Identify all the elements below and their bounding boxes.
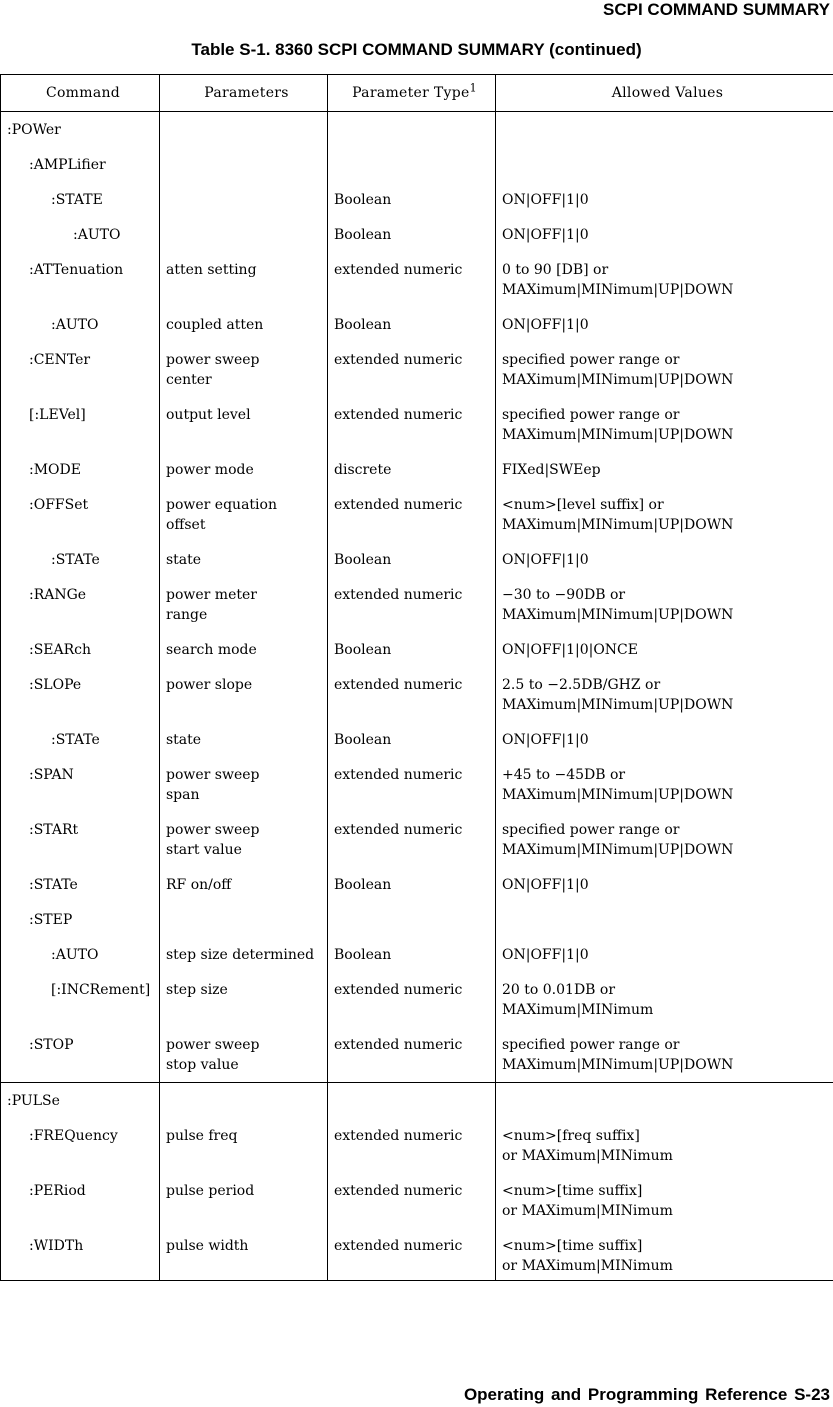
parameter-type-cell (328, 1083, 496, 1119)
table-row (1, 307, 833, 342)
parameter-type-cell: Boolean (328, 217, 496, 252)
scpi-command-table (0, 74, 833, 1281)
command-cell: :SLOPe (1, 667, 160, 722)
parameters-cell: pulse width (160, 1228, 328, 1281)
command-cell: :AUTO (1, 217, 160, 252)
parameter-type-cell: Boolean (328, 542, 496, 577)
allowed-values-cell: +45 to −45DB or MAXimum|MINimum|UP|DOWN (496, 757, 833, 812)
command-cell: [:INCRement] (1, 972, 160, 1027)
parameter-type-cell: extended numeric (328, 1228, 496, 1281)
table-row (1, 112, 833, 148)
footer-section-title: Operating and Programming Reference (463, 1385, 788, 1404)
command-cell: :POWer (1, 112, 160, 148)
table-row (1, 342, 833, 397)
command-cell: :STARt (1, 812, 160, 867)
allowed-values-cell: 20 to 0.01DB or MAXimum|MINimum (496, 972, 833, 1027)
footnote-marker: 1 (469, 81, 477, 95)
parameter-type-cell (328, 112, 496, 148)
table-caption: Table S-1. 8360 SCPI COMMAND SUMMARY (continued) (191, 40, 642, 59)
table-body (1, 112, 833, 1281)
table-row (1, 1118, 833, 1173)
parameter-type-cell (328, 902, 496, 937)
parameter-type-cell: extended numeric (328, 487, 496, 542)
header-parameters: Parameters (160, 75, 328, 112)
table-row (1, 902, 833, 937)
parameter-type-cell: Boolean (328, 867, 496, 902)
header-command: Command (1, 75, 160, 112)
page-number: S-23 (794, 1385, 830, 1404)
allowed-values-cell (496, 902, 833, 937)
table-row (1, 252, 833, 307)
allowed-values-cell: 0 to 90 [DB] or MAXimum|MINimum|UP|DOWN (496, 252, 833, 307)
parameter-type-cell: extended numeric (328, 812, 496, 867)
table-row (1, 972, 833, 1027)
parameters-cell: power sweep start value (160, 812, 328, 867)
allowed-values-cell: ON|OFF|1|0 (496, 867, 833, 902)
table-row (1, 867, 833, 902)
parameter-type-cell: extended numeric (328, 972, 496, 1027)
command-cell: :STATE (1, 182, 160, 217)
parameters-cell (160, 902, 328, 937)
allowed-values-cell: specified power range or MAXimum|MINimum|UP|DOWN (496, 812, 833, 867)
parameter-type-cell: Boolean (328, 632, 496, 667)
parameter-type-cell: discrete (328, 452, 496, 487)
command-cell: :FREQuency (1, 1118, 160, 1173)
command-cell: :MODE (1, 452, 160, 487)
command-cell: :SPAN (1, 757, 160, 812)
table-row (1, 487, 833, 542)
table-row (1, 217, 833, 252)
command-cell: :SEARch (1, 632, 160, 667)
parameters-cell (160, 182, 328, 217)
allowed-values-cell: <num>[freq suffix] or MAXimum|MINimum (496, 1118, 833, 1173)
parameters-cell: coupled atten (160, 307, 328, 342)
table-row (1, 452, 833, 487)
parameters-cell: step size (160, 972, 328, 1027)
allowed-values-cell: <num>[level suffix] or MAXimum|MINimum|UP|DOWN (496, 487, 833, 542)
command-cell: :PULSe (1, 1083, 160, 1119)
header-allowed-values: Allowed Values (496, 75, 833, 112)
allowed-values-cell: ON|OFF|1|0 (496, 182, 833, 217)
command-cell: :OFFSet (1, 487, 160, 542)
allowed-values-cell: −30 to −90DB or MAXimum|MINimum|UP|DOWN (496, 577, 833, 632)
allowed-values-cell: specified power range or MAXimum|MINimum|UP|DOWN (496, 397, 833, 452)
parameters-cell (160, 112, 328, 148)
parameters-cell: pulse freq (160, 1118, 328, 1173)
allowed-values-cell: ON|OFF|1|0|ONCE (496, 632, 833, 667)
table-row (1, 577, 833, 632)
command-cell: [:LEVel] (1, 397, 160, 452)
parameters-cell: state (160, 542, 328, 577)
command-cell: :STATe (1, 542, 160, 577)
allowed-values-cell: FIXed|SWEep (496, 452, 833, 487)
command-cell: :STATe (1, 867, 160, 902)
allowed-values-cell: ON|OFF|1|0 (496, 307, 833, 342)
parameter-type-cell: Boolean (328, 937, 496, 972)
table-row (1, 937, 833, 972)
allowed-values-cell: ON|OFF|1|0 (496, 722, 833, 757)
allowed-values-cell: ON|OFF|1|0 (496, 542, 833, 577)
parameter-type-cell: Boolean (328, 722, 496, 757)
command-cell: :ATTenuation (1, 252, 160, 307)
command-cell: :RANGe (1, 577, 160, 632)
parameters-cell: power sweep span (160, 757, 328, 812)
parameter-type-cell: extended numeric (328, 252, 496, 307)
parameter-type-cell: extended numeric (328, 397, 496, 452)
command-cell: :AUTO (1, 307, 160, 342)
table-row (1, 1083, 833, 1119)
parameter-type-cell: Boolean (328, 307, 496, 342)
allowed-values-cell: <num>[time suffix] or MAXimum|MINimum (496, 1228, 833, 1281)
parameter-type-cell: extended numeric (328, 757, 496, 812)
allowed-values-cell: specified power range or MAXimum|MINimum|UP|DOWN (496, 1027, 833, 1083)
parameters-cell (160, 217, 328, 252)
running-head: SCPI COMMAND SUMMARY (603, 0, 830, 19)
table-row (1, 812, 833, 867)
allowed-values-cell: ON|OFF|1|0 (496, 217, 833, 252)
parameters-cell (160, 147, 328, 182)
parameter-type-cell: extended numeric (328, 577, 496, 632)
command-cell: :STEP (1, 902, 160, 937)
allowed-values-cell (496, 1083, 833, 1119)
parameter-type-cell (328, 147, 496, 182)
command-cell: :CENTer (1, 342, 160, 397)
command-cell: :PERiod (1, 1173, 160, 1228)
parameters-cell: power slope (160, 667, 328, 722)
table-row (1, 667, 833, 722)
table-row (1, 632, 833, 667)
table-row (1, 1173, 833, 1228)
allowed-values-cell: <num>[time suffix] or MAXimum|MINimum (496, 1173, 833, 1228)
table-row (1, 757, 833, 812)
parameters-cell: state (160, 722, 328, 757)
allowed-values-cell: 2.5 to −2.5DB/GHZ or MAXimum|MINimum|UP|DOWN (496, 667, 833, 722)
table-row (1, 182, 833, 217)
command-cell: :AUTO (1, 937, 160, 972)
table-row (1, 1228, 833, 1281)
parameters-cell: search mode (160, 632, 328, 667)
parameter-type-cell: Boolean (328, 182, 496, 217)
command-cell: :WIDTh (1, 1228, 160, 1281)
parameters-cell: RF on/off (160, 867, 328, 902)
allowed-values-cell: ON|OFF|1|0 (496, 937, 833, 972)
header-parameter-type-label: Parameter Type (352, 85, 470, 101)
parameters-cell: output level (160, 397, 328, 452)
parameter-type-cell: extended numeric (328, 667, 496, 722)
table-row (1, 397, 833, 452)
command-cell: :AMPLifier (1, 147, 160, 182)
table-row (1, 542, 833, 577)
parameter-type-cell: extended numeric (328, 1118, 496, 1173)
table-header-row (1, 75, 833, 112)
parameters-cell: power meter range (160, 577, 328, 632)
parameter-type-cell: extended numeric (328, 1173, 496, 1228)
parameters-cell (160, 1083, 328, 1119)
parameters-cell: pulse period (160, 1173, 328, 1228)
allowed-values-cell (496, 147, 833, 182)
allowed-values-cell (496, 112, 833, 148)
parameters-cell: power mode (160, 452, 328, 487)
table-row (1, 147, 833, 182)
parameters-cell: power sweep center (160, 342, 328, 397)
parameters-cell: power equation offset (160, 487, 328, 542)
header-parameter-type (328, 75, 496, 112)
parameters-cell: atten setting (160, 252, 328, 307)
command-cell: :STATe (1, 722, 160, 757)
table-row (1, 1027, 833, 1083)
parameter-type-cell: extended numeric (328, 342, 496, 397)
command-cell: :STOP (1, 1027, 160, 1083)
table-row (1, 722, 833, 757)
parameter-type-cell: extended numeric (328, 1027, 496, 1083)
parameters-cell: power sweep stop value (160, 1027, 328, 1083)
parameters-cell: step size determined (160, 937, 328, 972)
page-footer (464, 1385, 830, 1405)
allowed-values-cell: specified power range or MAXimum|MINimum|UP|DOWN (496, 342, 833, 397)
